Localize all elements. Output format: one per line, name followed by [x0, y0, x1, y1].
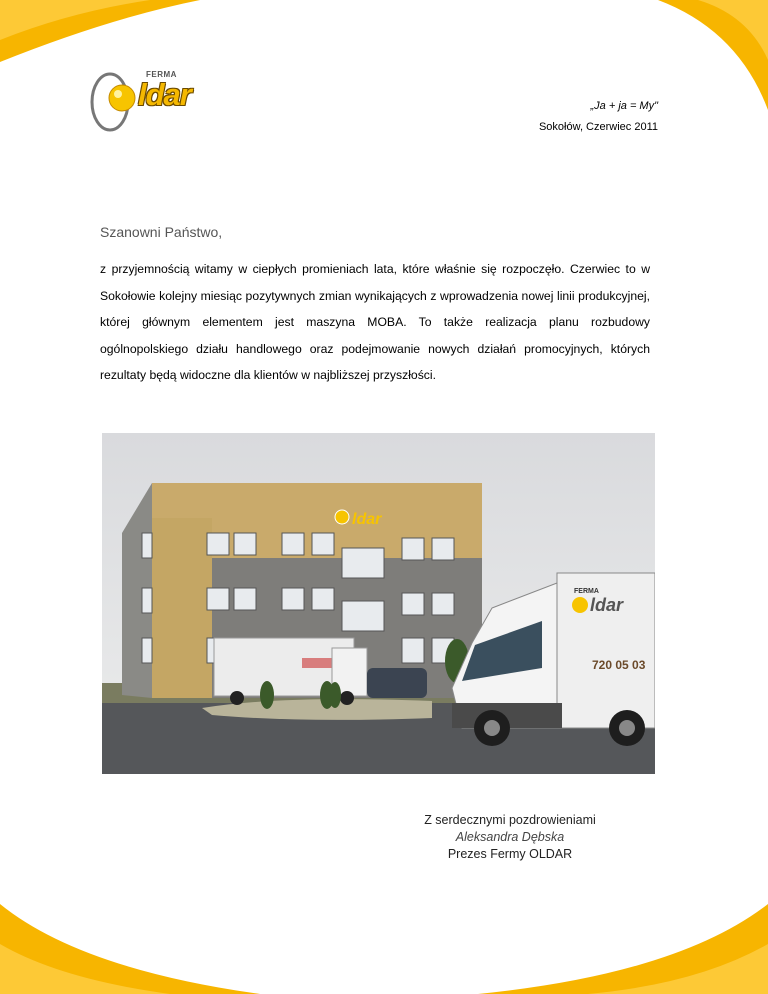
bottom-left-swoosh	[0, 884, 260, 994]
truck-ferma-text: FERMA	[574, 588, 599, 595]
closing-regards: Z serdecznymi pozdrowieniami	[424, 813, 596, 827]
place-date: Sokołów, Czerwiec 2011	[538, 121, 658, 133]
building-photo	[102, 433, 655, 774]
logo-name-text: ldar	[138, 77, 191, 112]
logo-ferma-text: FERMA	[146, 70, 177, 79]
truck-phone-text: 720 05 03	[592, 658, 646, 672]
truck-brand-text: ldar	[590, 595, 624, 615]
bottom-right-swoosh	[478, 904, 768, 994]
signatory-title: Prezes Fermy OLDAR	[447, 847, 573, 861]
egg-icon	[84, 66, 144, 136]
closing-block	[380, 812, 640, 863]
signatory-name: Aleksandra Dębska	[455, 830, 565, 844]
building-sign-text: ldar	[352, 511, 382, 528]
salutation: Szanowni Państwo,	[100, 224, 223, 240]
letter-body: z przyjemnością witamy w ciepłych promieniach lata, które właśnie się rozpoczęło. Czerwiec to w Sokołowie kolejny miesiąc pozytywnych zmian wynikających z wprowadzenia nowej linii produkcyjnej, której głównym elementem jest maszyna MOBA. To także realizacja planu rozbudowy ogólnopolskiego działu handlowego oraz podejmowanie nowych działań promocyjnych, których rezultaty będą widoczne dla klientów w najbliższej przyszłości.	[100, 262, 650, 382]
oldar-logo	[84, 60, 224, 140]
motto: „Ja + ja = My"	[590, 100, 658, 112]
